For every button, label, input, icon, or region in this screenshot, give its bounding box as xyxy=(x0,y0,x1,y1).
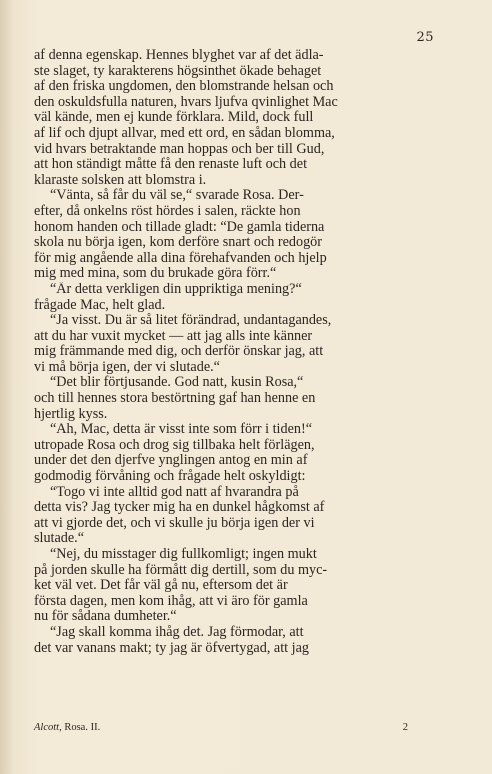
footer-title: Rosa. II. xyxy=(64,722,101,733)
text-line: vid hvars betraktande man hoppas och ber till Gud, xyxy=(34,141,325,157)
text-line: “Ja visst. Du är så litet förändrad, undantagandes, xyxy=(50,313,332,329)
text-line: honom handen och tillade gladt: “De gamla tiderna xyxy=(34,219,325,235)
text-line: “Vänta, så får du väl se,“ svarade Rosa. Der- xyxy=(50,188,304,204)
text-line: under det den djerfve ynglingen antog en min af xyxy=(34,453,308,469)
text-line: godmodig förvåning och frågade helt oskyldigt: xyxy=(34,469,306,485)
text-line: att du har vuxit mycket — att jag alls inte känner xyxy=(34,328,313,344)
text-line: den oskuldsfulla naturen, hvars ljufva qvinlighet Mac xyxy=(34,94,338,110)
footer-author: Alcott, xyxy=(34,722,62,733)
text-line: frågade Mac, helt glad. xyxy=(34,297,166,313)
text-line: ste slaget, ty karakterens högsinthet ökade behaget xyxy=(34,63,322,79)
text-line: nu för sådana dumheter.“ xyxy=(34,609,177,625)
text-line: för mig angående alla dina förehafvanden och hjelp xyxy=(34,250,327,266)
text-line: på jorden skulle ha förmått dig dertill, som du myc- xyxy=(34,562,328,578)
text-line: att vi gjorde det, och vi skulle ju börja igen der vi xyxy=(34,515,315,531)
text-line: af den friska ungdomen, den blomstrande helsan och xyxy=(34,79,334,95)
text-line: detta vis? Jag tycker mig ha en dunkel hågkomst af xyxy=(34,500,325,516)
text-line: mig med mina, som du brukade göra förr.“ xyxy=(34,266,277,282)
page-number: 25 xyxy=(416,30,434,45)
text-line: slutade.“ xyxy=(34,531,85,547)
text-line: första dagen, men kom ihåg, att vi äro för gamla xyxy=(34,593,308,609)
text-line: af lif och djupt allvar, med ett ord, en sådan blomma, xyxy=(34,125,335,141)
body-text xyxy=(34,48,408,656)
footer-imprint xyxy=(34,722,100,733)
text-line: ket väl vet. Det får väl gå nu, eftersom det är xyxy=(34,578,288,594)
text-line: vi må börja igen, der vi slutade.“ xyxy=(34,359,220,375)
text-line: det var vanans makt; ty jag är öfvertygad, att jag xyxy=(34,640,309,656)
text-line: utropade Rosa och drog sig tillbaka helt förlägen, xyxy=(34,437,315,453)
text-line: “Det blir förtjusande. God natt, kusin Rosa,“ xyxy=(50,375,304,391)
text-line: “Nej, du misstager dig fullkomligt; ingen mukt xyxy=(50,547,317,562)
text-line: väl kände, men ej kunde förklara. Mild, dock full xyxy=(34,110,314,126)
text-line: hjertlig kyss. xyxy=(34,406,108,422)
text-line: och till hennes stora bestörtning gaf han henne en xyxy=(34,391,316,407)
footer-signature-mark: 2 xyxy=(402,722,408,733)
text-line: efter, då onkelns röst hördes i salen, räckte hon xyxy=(34,203,301,219)
text-line: “Jag skall komma ihåg det. Jag förmodar, att xyxy=(50,624,304,640)
text-line: mig främmande med dig, och derför önskar jag, att xyxy=(34,344,324,360)
text-line: “Togo vi inte alltid god natt af hvarandra på xyxy=(50,484,299,500)
text-line: “Ah, Mac, detta är visst inte som förr i tiden!“ xyxy=(50,422,312,438)
text-line: skola nu börja igen, kom derföre snart och redogör xyxy=(34,235,322,251)
text-line: “Är detta verkligen din uppriktiga mening?“ xyxy=(50,281,302,297)
text-line: af denna egenskap. Hennes blyghet var af det ädla- xyxy=(34,48,324,63)
text-line: klaraste solsken att blomstra i. xyxy=(34,172,207,188)
text-line: att hon ständigt måtte få den renaste luft och det xyxy=(34,157,308,173)
